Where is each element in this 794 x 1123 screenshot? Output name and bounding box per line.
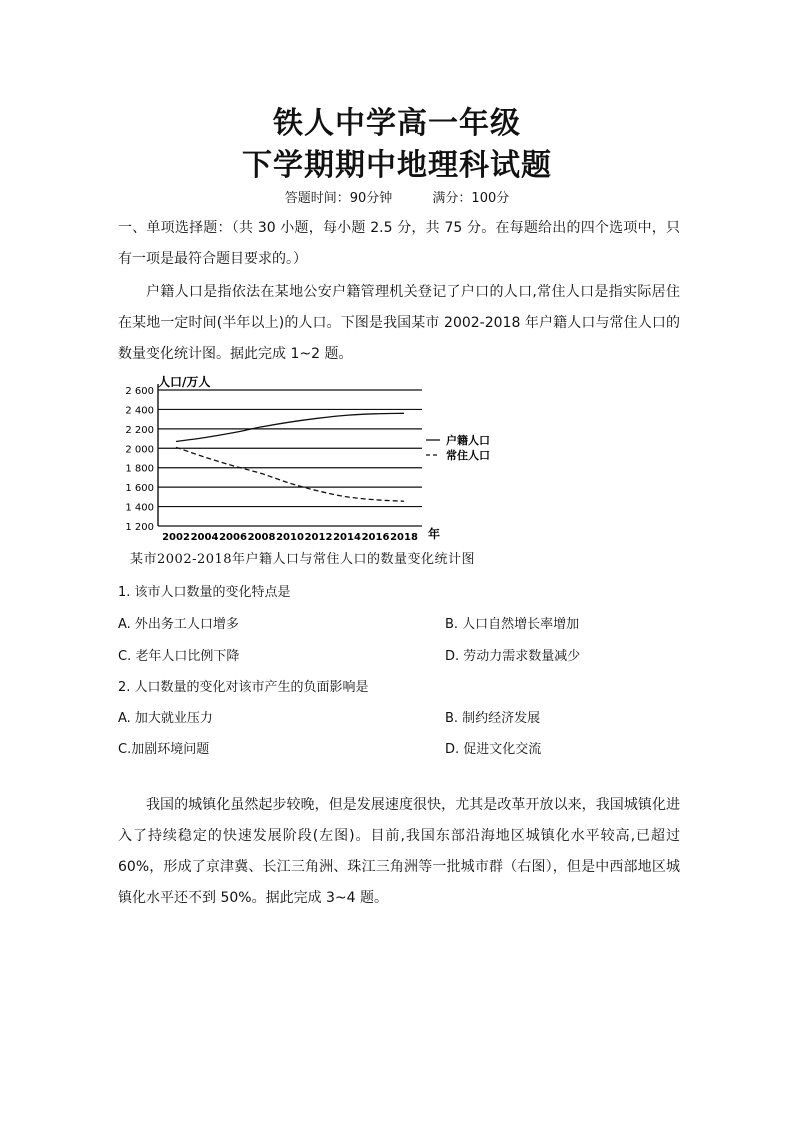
question-2-option-d: D. 促进文化交流	[445, 742, 542, 757]
x-tick-label: 2008	[247, 532, 276, 543]
question-2-option-b: B. 制约经济发展	[445, 711, 541, 726]
legend-label-1: 常住人口	[446, 449, 490, 462]
series-line-1	[176, 447, 404, 501]
question-1-option-d: D. 劳动力需求数量减少	[445, 649, 581, 664]
passage-2: 我国的城镇化虽然起步较晚，但是发展速度很快，尤其是改革开放以来，我国城镇化进入了持续稳定的快速发展阶段(左图)。目前,我国东部沿海地区城镇化水平较高,已超过 60%，形成了京津冀、长江三角洲、珠江三角洲等一批城市群（右图），但是中西部地区城镇化水平还不到 50%。据此完成 3~4 题。	[118, 797, 680, 906]
question-2-option-a: A. 加大就业压力	[118, 711, 213, 726]
x-tick-label: 2002	[162, 532, 190, 543]
x-axis-label: 年	[428, 527, 441, 541]
x-tick-label: 2006	[219, 532, 247, 543]
x-tick-label: 2014	[333, 532, 361, 543]
x-tick-label: 2016	[361, 532, 390, 543]
exam-title-line2: 下学期期中地理科试题	[242, 148, 552, 183]
question-1-option-a: A. 外出务工人口增多	[118, 617, 239, 632]
x-tick-label: 2010	[276, 532, 304, 543]
question-2-option-c: C.加剧环境问题	[118, 742, 210, 757]
y-tick-label: 2 200	[125, 424, 154, 436]
y-axis-label: 人口/万人	[158, 375, 211, 389]
y-tick-label: 1 800	[125, 463, 154, 475]
question-1-stem: 1. 该市人口数量的变化特点是	[118, 585, 291, 600]
y-tick-label: 1 200	[125, 522, 154, 533]
x-tick-label: 2004	[190, 532, 219, 543]
question-1-option-b: B. 人口自然增长率增加	[445, 617, 580, 632]
y-tick-label: 2 600	[125, 386, 154, 397]
y-tick-label: 2 400	[125, 405, 154, 417]
exam-score: 满分：100分	[432, 191, 510, 206]
y-tick-label: 2 000	[125, 444, 154, 456]
y-tick-label: 1 400	[125, 502, 154, 514]
legend-label-0: 户籍人口	[446, 434, 490, 447]
passage-1: 户籍人口是指依法在某地公安户籍管理机关登记了户口的人口,常住人口是指实际居住在某地一定时间(半年以上)的人口。下图是我国某市 2002-2018 年户籍人口与常住人口的数量变化统计图。据此完成 1~2 题。	[118, 284, 680, 362]
y-tick-label: 1 600	[125, 483, 154, 495]
chart-caption: 某市2002-2018年户籍人口与常住人口的数量变化统计图	[130, 552, 476, 567]
x-tick-label: 2012	[304, 532, 333, 543]
exam-time: 答题时间：90分钟	[284, 191, 393, 206]
population-line-chart	[118, 370, 518, 545]
question-2-stem: 2. 人口数量的变化对该市产生的负面影响是	[118, 680, 369, 695]
question-1-option-c: C. 老年人口比例下降	[118, 649, 240, 664]
section-heading: 一、单项选择题：（共 30 小题，每小题 2.5 分，共 75 分。在每题给出的四个选项中，只有一项是最符合题目要求的。）	[118, 220, 680, 267]
exam-meta	[0, 187, 794, 206]
exam-title-line1: 铁人中学高一年级	[273, 106, 521, 141]
x-tick-label: 2018	[390, 532, 418, 543]
series-line-0	[176, 413, 404, 441]
